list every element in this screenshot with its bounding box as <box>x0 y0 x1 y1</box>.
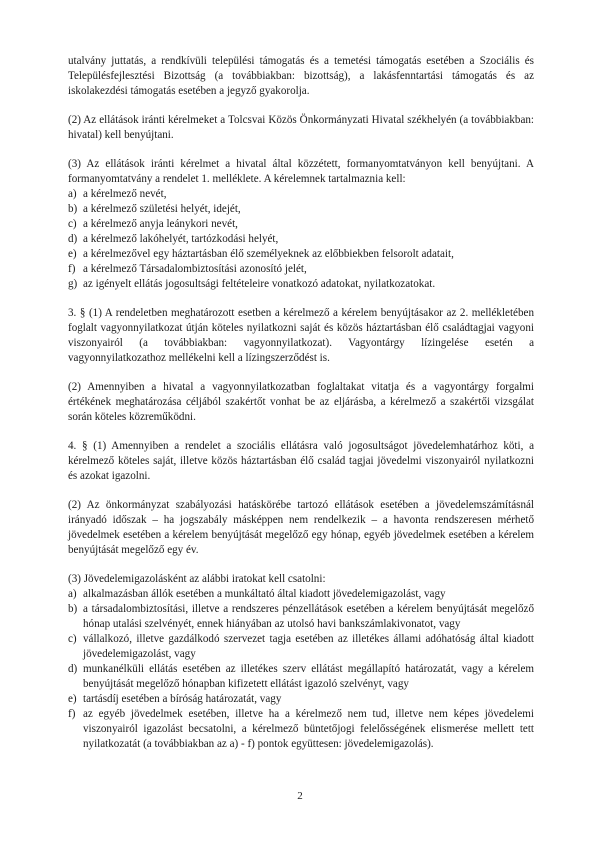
paragraph-2-2: (2) Az ellátások iránti kérelmeket a Tolcsvai Közös Önkormányzati Hivatal székhelyén (a továbbiakban: hivatal) kell benyújtani. <box>68 114 534 141</box>
income-documents-list <box>68 587 534 752</box>
list-item: a) a kérelmező nevét, <box>68 188 167 200</box>
list-item: d) munkanélküli ellátás esetében az illetékes szerv ellátást megállapító határozatát, vagy a kérelem benyújtását megelőző hónapban kifizetett ellátást igazoló szelvényt, vagy <box>68 663 534 690</box>
document-body <box>68 54 534 752</box>
list-item: e) a kérelmezővel egy háztartásban élő személyeknek az előbbiekben felsorolt adatait, <box>68 248 454 260</box>
list-item: e) tartásdíj esetében a bíróság határozatát, vagy <box>68 693 282 705</box>
required-contents-list <box>68 187 534 292</box>
section-3-paragraph-1: 3. § (1) A rendeletben meghatározott esetben a kérelmező a kérelem benyújtásakor az 2. mellékletében foglalt vagyonnyilatkozat útján köteles nyilatkozni saját és közös háztartásban élő családtagjai vagyoni viszonyairól (a továbbiakban: vagyonnyilatkozat). Vagyontárgy lízingelése esetén a vagyonnyilatkozathoz mellékelni kell a lízingszerződést is. <box>68 307 534 364</box>
list-item: b) a kérelmező születési helyét, idejét, <box>68 203 241 215</box>
section-4-paragraph-2: (2) Az önkormányzat szabályozási hatáskörébe tartozó ellátások esetében a jövedelemszámításnál irányadó időszak – ha jogszabály másképpen nem rendelkezik – a havonta rendszeresen mérhető jövedelmek esetében a kérelem benyújtását megelőző egy hónap, egyéb jövedelmek esetében a kérelem benyújtását megelőző egy év. <box>68 499 534 556</box>
list-item: c) vállalkozó, illetve gazdálkodó szervezet tagja esetében az illetékes állami adóhatóság által kiadott jövedelemigazolást, vagy <box>68 633 534 660</box>
section-4-paragraph-1: 4. § (1) Amennyiben a rendelet a szociális ellátásra való jogosultságot jövedelemhatárhoz köti, a kérelmező köteles saját, illetve közös háztartásban élő család tagjai jövedelmi viszonyairól nyilatkozni és azokat igazolni. <box>68 440 534 482</box>
page-number: 2 <box>297 790 303 802</box>
list-item: d) a kérelmező lakóhelyét, tartózkodási helyét, <box>68 233 279 245</box>
list-item: c) a kérelmező anyja leánykori nevét, <box>68 218 238 230</box>
list-item: f) a kérelmező Társadalombiztosítási azonosító jelét, <box>68 263 307 275</box>
section-3-paragraph-2: (2) Amennyiben a hivatal a vagyonnyilatkozatban foglaltakat vitatja és a vagyontárgy forgalmi értékének meghatározása céljából szakértőt vonhat be az eljárásba, a kérelmező a szakértői vizsgálat során köteles közreműködni. <box>68 381 534 423</box>
list-item: a) alkalmazásban állók esetében a munkáltató által kiadott jövedelemigazolást, vagy <box>68 588 446 600</box>
list-item: g) az igényelt ellátás jogosultsági feltételeire vonatkozó adatokat, nyilatkozatokat. <box>68 278 436 290</box>
list-item: b) a társadalombiztosítási, illetve a rendszeres pénzellátások esetében a kérelem benyújtását megelőző hónap utalási szelvényét, ennek hiányában az utolsó havi bankszámlakivonatot, vagy <box>68 603 534 630</box>
section-4-paragraph-3: (3) Jövedelemigazolásként az alábbi iratokat kell csatolni: <box>68 573 326 585</box>
paragraph-2-3: (3) Az ellátások iránti kérelmet a hivatal által közzétett, formanyomtatványon kell benyújtani. A formanyomtatvány a rendelet 1. melléklete. A kérelemnek tartalmaznia kell: <box>68 158 534 185</box>
paragraph-continuation: utalvány juttatás, a rendkívüli települési támogatás és a temetési támogatás esetében a Szociális és Településfejlesztési Bizottság (a továbbiakban: bizottság), a lakásfenntartási támogatás és az iskolakezdési támogatás esetében a jegyző gyakorolja. <box>68 55 534 97</box>
list-item: f) az egyéb jövedelmek esetében, illetve ha a kérelmező nem tud, illetve nem képes jövedelemi viszonyairól igazolást becsatolni, a kérelmező büntetőjogi felelősségének elismerése mellett tett nyilatkozatát (a továbbiakban az a) - f) pontok együttesen: jövedelemigazolás). <box>68 708 534 750</box>
